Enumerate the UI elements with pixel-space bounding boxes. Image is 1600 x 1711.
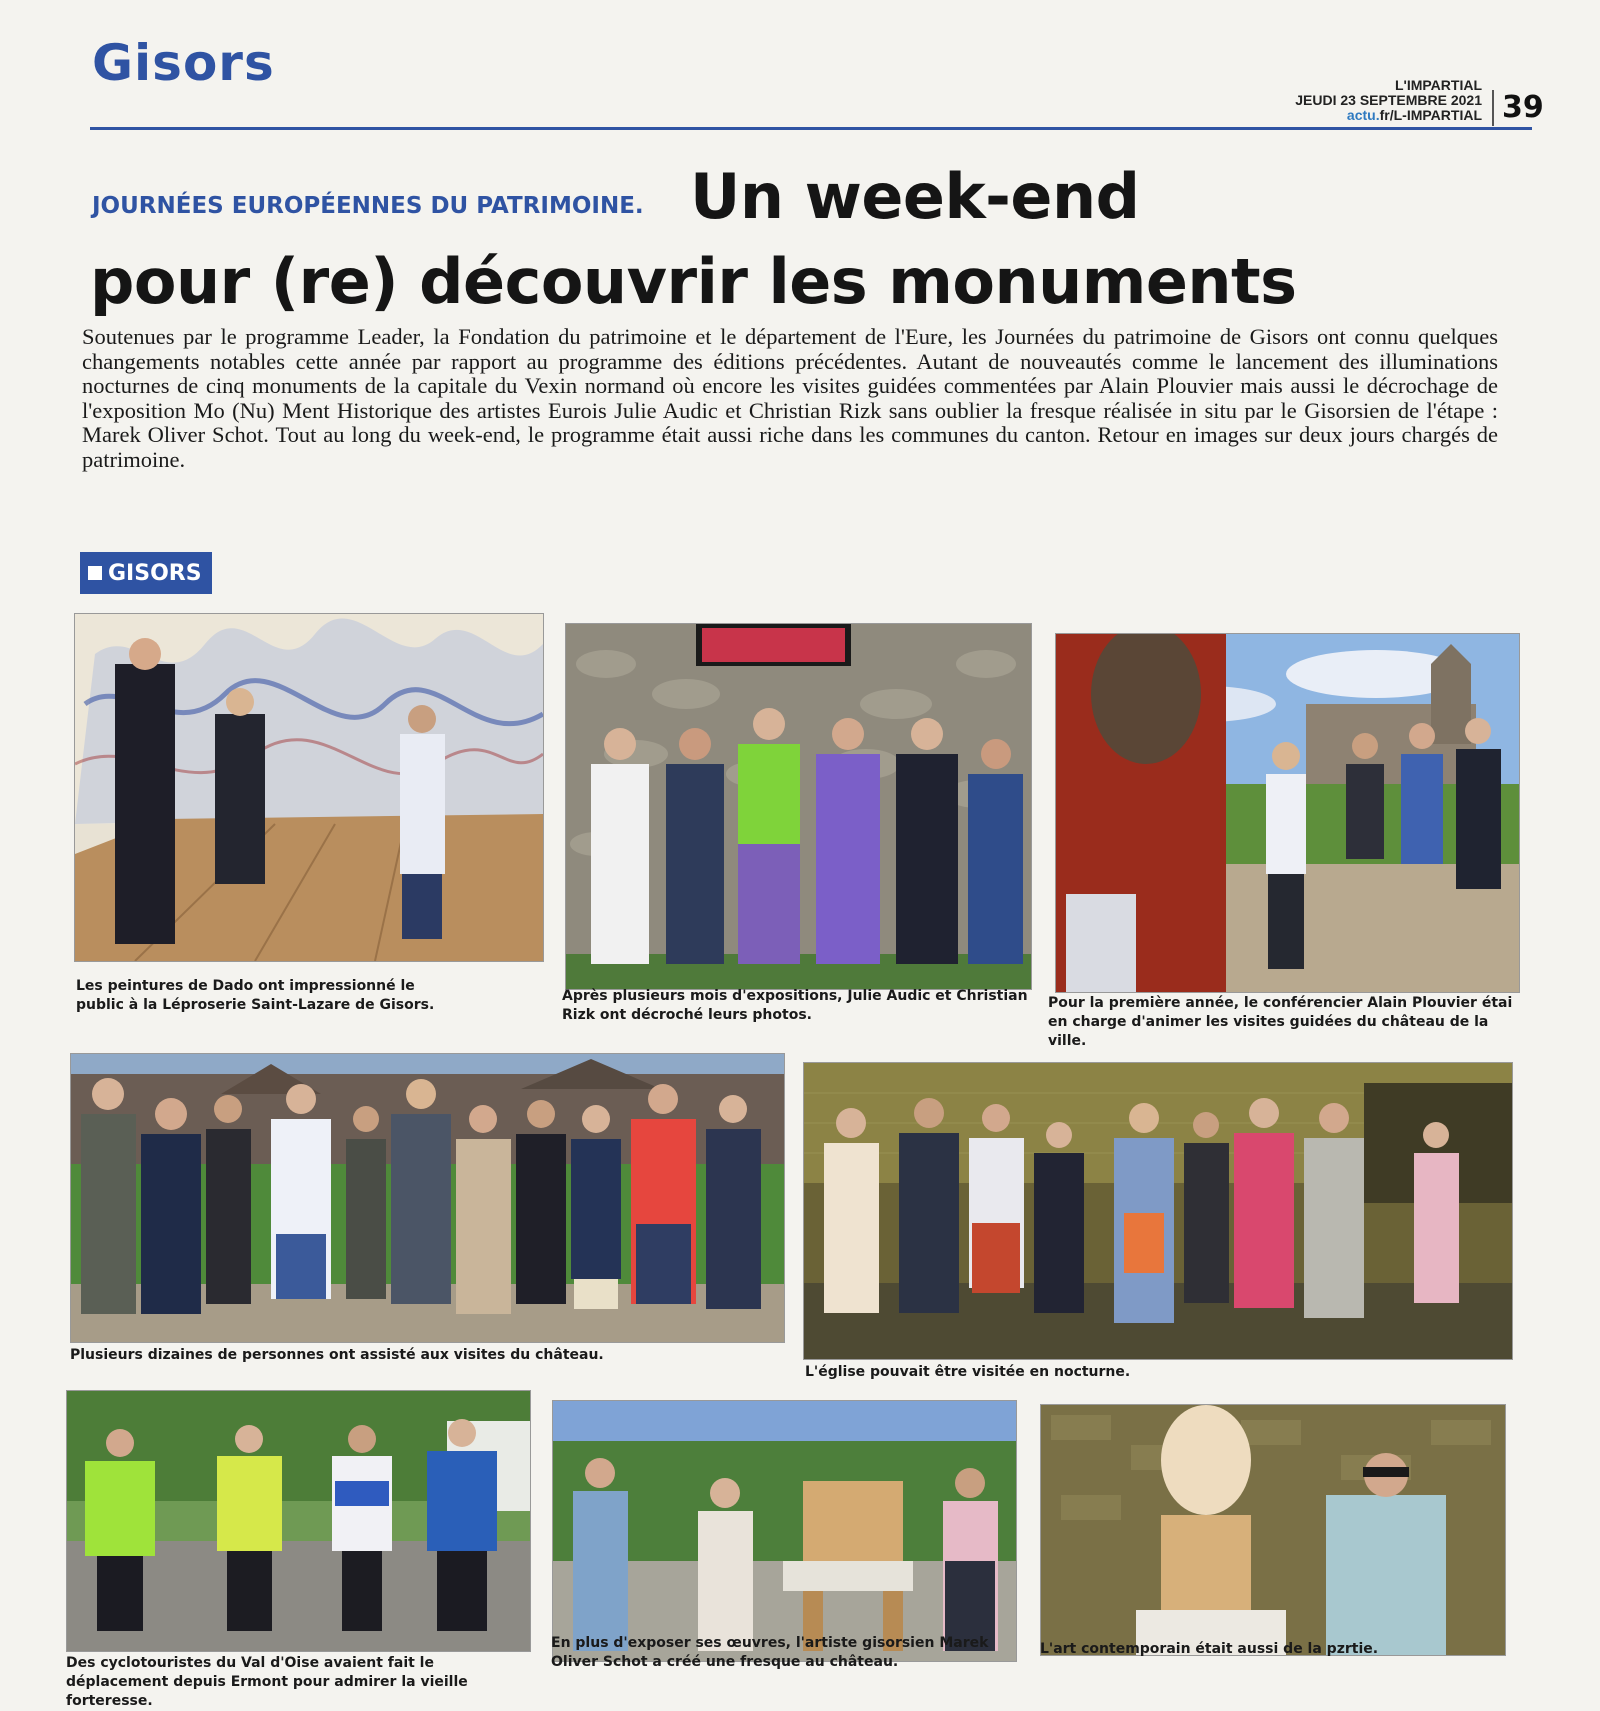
website-prefix: actu. [1346, 107, 1380, 123]
location-tag [80, 552, 212, 594]
section-title: Gisors [92, 34, 275, 92]
caption-church-night: L'église pouvait être visitée en nocturne. [805, 1364, 1131, 1380]
photo-church-night [803, 1062, 1513, 1360]
publication-name: L'IMPARTIAL [1394, 77, 1482, 93]
photo-leproserie [74, 613, 544, 962]
caption-conference-guide: Pour la première année, le conférencier Alain Plouvier étai en charge d'animer les visites guidées du château de la ville. [1048, 995, 1513, 1049]
caption-artist-fresco: En plus d'exposer ses œuvres, l'artiste gisorsien Marek Oliver Schot a créé une fresque au château. [551, 1635, 989, 1670]
headline-line-1: Un week-end [690, 160, 1140, 233]
website-suffix: fr/L-IMPARTIAL [1379, 107, 1482, 123]
photo-contemporary-art [1040, 1404, 1506, 1656]
headline-line-2: pour (re) découvrir les monuments [90, 245, 1297, 318]
photo-castle-visitors [70, 1053, 785, 1343]
caption-exhibition-artists: Après plusieurs mois d'expositions, Julie Audic et Christian Rizk ont décroché leurs photos. [562, 988, 1028, 1023]
header-rule [90, 127, 1532, 130]
photo-artist-fresco [552, 1400, 1017, 1662]
photo-cyclists [66, 1390, 531, 1652]
caption-contemporary-art: L'art contemporain était aussi de la pzrtie. [1040, 1641, 1379, 1657]
caption-castle-visitors: Plusieurs dizaines de personnes ont assisté aux visites du château. [70, 1347, 604, 1363]
article-lede: Soutenues par le programme Leader, la Fondation du patrimoine et le département de l'Eure, les Journées du patrimoine de Gisors ont connu quelques changements notables cette année par rapport au programme des éditions précédentes. Autant de nouveautés comme le lancement des illuminations nocturnes de cinq monuments de la capitale du Vexin normand où encore les visites guidées commentées par Alain Plouvier mais aussi le décrochage de l'exposition Mo (Nu) Ment Historique des artistes Eurois Julie Audic et Christian Rizk sans oublier la fresque réalisée in situ par le Gisorsien de l'étape : Marek Oliver Schot. Tout au long du week-end, le programme était aussi riche dans les communes du canton. Retour en images sur deux jours chargés de patrimoine. [82, 324, 1498, 472]
caption-cyclists: Des cyclotouristes du Val d'Oise avaient fait le déplacement depuis Ermont pour admirer la vieille forteresse. [66, 1655, 468, 1709]
publication-date: JEUDI 23 SEPTEMBRE 2021 [1295, 92, 1482, 108]
photo-exhibition-artists [565, 623, 1032, 990]
article-kicker: JOURNÉES EUROPÉENNES DU PATRIMOINE. [92, 193, 644, 219]
website-link[interactable] [1295, 108, 1482, 123]
square-icon [88, 566, 102, 580]
photo-conference-guide [1055, 633, 1520, 993]
caption-leproserie: Les peintures de Dado ont impressionné le public à la Léproserie Saint-Lazare de Gisors. [76, 978, 435, 1013]
location-tag-label: GISORS [108, 560, 202, 586]
masthead [1295, 78, 1482, 123]
page-number: 39 [1492, 90, 1544, 126]
